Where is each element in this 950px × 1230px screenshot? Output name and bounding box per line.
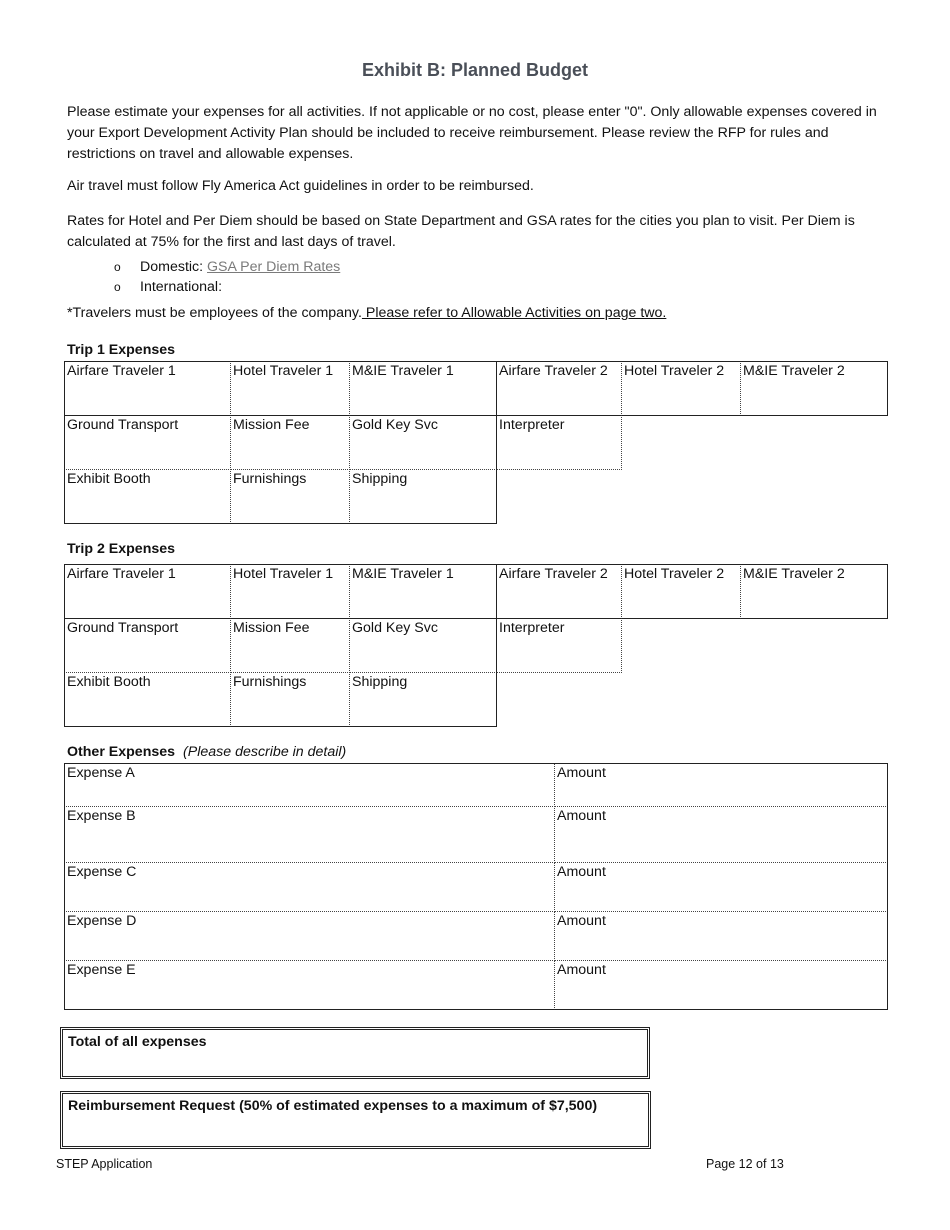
- expense-d-amount[interactable]: Amount: [554, 911, 888, 961]
- trip1-mie-traveler-1[interactable]: M&IE Traveler 1: [349, 361, 497, 416]
- trip2-hotel-traveler-2[interactable]: Hotel Traveler 2: [621, 564, 741, 619]
- trip2-exhibit-booth[interactable]: Exhibit Booth: [64, 672, 231, 727]
- trip2-furnishings[interactable]: Furnishings: [230, 672, 350, 727]
- expense-d-field[interactable]: Expense D: [64, 911, 555, 961]
- domestic-label: Domestic:: [140, 259, 208, 275]
- trip1-hotel-traveler-1[interactable]: Hotel Traveler 1: [230, 361, 350, 416]
- gsa-per-diem-link[interactable]: GSA Per Diem Rates: [207, 259, 341, 275]
- trip2-airfare-traveler-1[interactable]: Airfare Traveler 1: [64, 564, 231, 619]
- trip1-exhibit-booth[interactable]: Exhibit Booth: [64, 469, 231, 524]
- bullet-mark: o: [114, 260, 121, 274]
- trip2-mie-traveler-2[interactable]: M&IE Traveler 2: [740, 564, 888, 619]
- footer-page-number: Page 12 of 13: [706, 1157, 784, 1171]
- trip2-mission-fee[interactable]: Mission Fee: [230, 618, 350, 673]
- trip1-heading: Trip 1 Expenses: [67, 342, 176, 358]
- intro-paragraph-1: Please estimate your expenses for all activities. If not applicable or no cost, please enter "0". Only allowable expenses covered in your Export Development Activity Plan should be included to receive reimbursement. Please review the RFP for rules and restrictions on travel and allowable expenses.: [67, 104, 877, 162]
- international-label: International:: [140, 279, 223, 295]
- travelers-note-text: *Travelers must be employees of the company.: [67, 305, 362, 321]
- trip2-gold-key-svc[interactable]: Gold Key Svc: [349, 618, 497, 673]
- bullet-mark: o: [114, 280, 121, 294]
- other-expenses-heading: [67, 744, 346, 760]
- trip1-airfare-traveler-1[interactable]: Airfare Traveler 1: [64, 361, 231, 416]
- expense-e-amount[interactable]: Amount: [554, 960, 888, 1010]
- trip1-mission-fee[interactable]: Mission Fee: [230, 415, 350, 470]
- bullet-domestic: [114, 257, 340, 277]
- intro-paragraph-3: Rates for Hotel and Per Diem should be based on State Department and GSA rates for the cities you plan to visit. Per Diem is calculated at 75% for the first and last days of travel.: [67, 213, 855, 250]
- other-expenses-title: Other Expenses: [67, 744, 176, 760]
- page-title: Exhibit B: Planned Budget: [361, 60, 588, 80]
- trip2-mie-traveler-1[interactable]: M&IE Traveler 1: [349, 564, 497, 619]
- expense-b-amount[interactable]: Amount: [554, 806, 888, 863]
- expense-c-amount[interactable]: Amount: [554, 862, 888, 912]
- trip2-hotel-traveler-1[interactable]: Hotel Traveler 1: [230, 564, 350, 619]
- trip2-interpreter[interactable]: Interpreter: [496, 618, 622, 673]
- footer-app-name: STEP Application: [56, 1157, 153, 1171]
- expense-b-field[interactable]: Expense B: [64, 806, 555, 863]
- expense-a-amount[interactable]: Amount: [554, 763, 888, 807]
- trip2-heading: Trip 2 Expenses: [67, 541, 176, 557]
- other-expenses-note: (Please describe in detail): [183, 744, 347, 760]
- trip2-shipping[interactable]: Shipping: [349, 672, 497, 727]
- trip1-furnishings[interactable]: Furnishings: [230, 469, 350, 524]
- expense-e-field[interactable]: Expense E: [64, 960, 555, 1010]
- total-expenses-field[interactable]: Total of all expenses: [62, 1029, 648, 1077]
- expense-a-field[interactable]: Expense A: [64, 763, 555, 807]
- trip1-gold-key-svc[interactable]: Gold Key Svc: [349, 415, 497, 470]
- reimbursement-request-field[interactable]: Reimbursement Request (50% of estimated expenses to a maximum of $7,500): [62, 1093, 649, 1147]
- trip1-ground-transport[interactable]: Ground Transport: [64, 415, 231, 470]
- trip1-airfare-traveler-2[interactable]: Airfare Traveler 2: [496, 361, 622, 416]
- trip1-hotel-traveler-2[interactable]: Hotel Traveler 2: [621, 361, 741, 416]
- trip2-ground-transport[interactable]: Ground Transport: [64, 618, 231, 673]
- bullet-international: [114, 277, 222, 297]
- trip1-shipping[interactable]: Shipping: [349, 469, 497, 524]
- expense-c-field[interactable]: Expense C: [64, 862, 555, 912]
- trip2-airfare-traveler-2[interactable]: Airfare Traveler 2: [496, 564, 622, 619]
- allowable-activities-reference: Please refer to Allowable Activities on page two.: [361, 305, 667, 321]
- trip1-mie-traveler-2[interactable]: M&IE Traveler 2: [740, 361, 888, 416]
- travelers-note: [67, 303, 897, 324]
- intro-paragraph-2: Air travel must follow Fly America Act guidelines in order to be reimbursed.: [67, 178, 534, 194]
- trip1-interpreter[interactable]: Interpreter: [496, 415, 622, 470]
